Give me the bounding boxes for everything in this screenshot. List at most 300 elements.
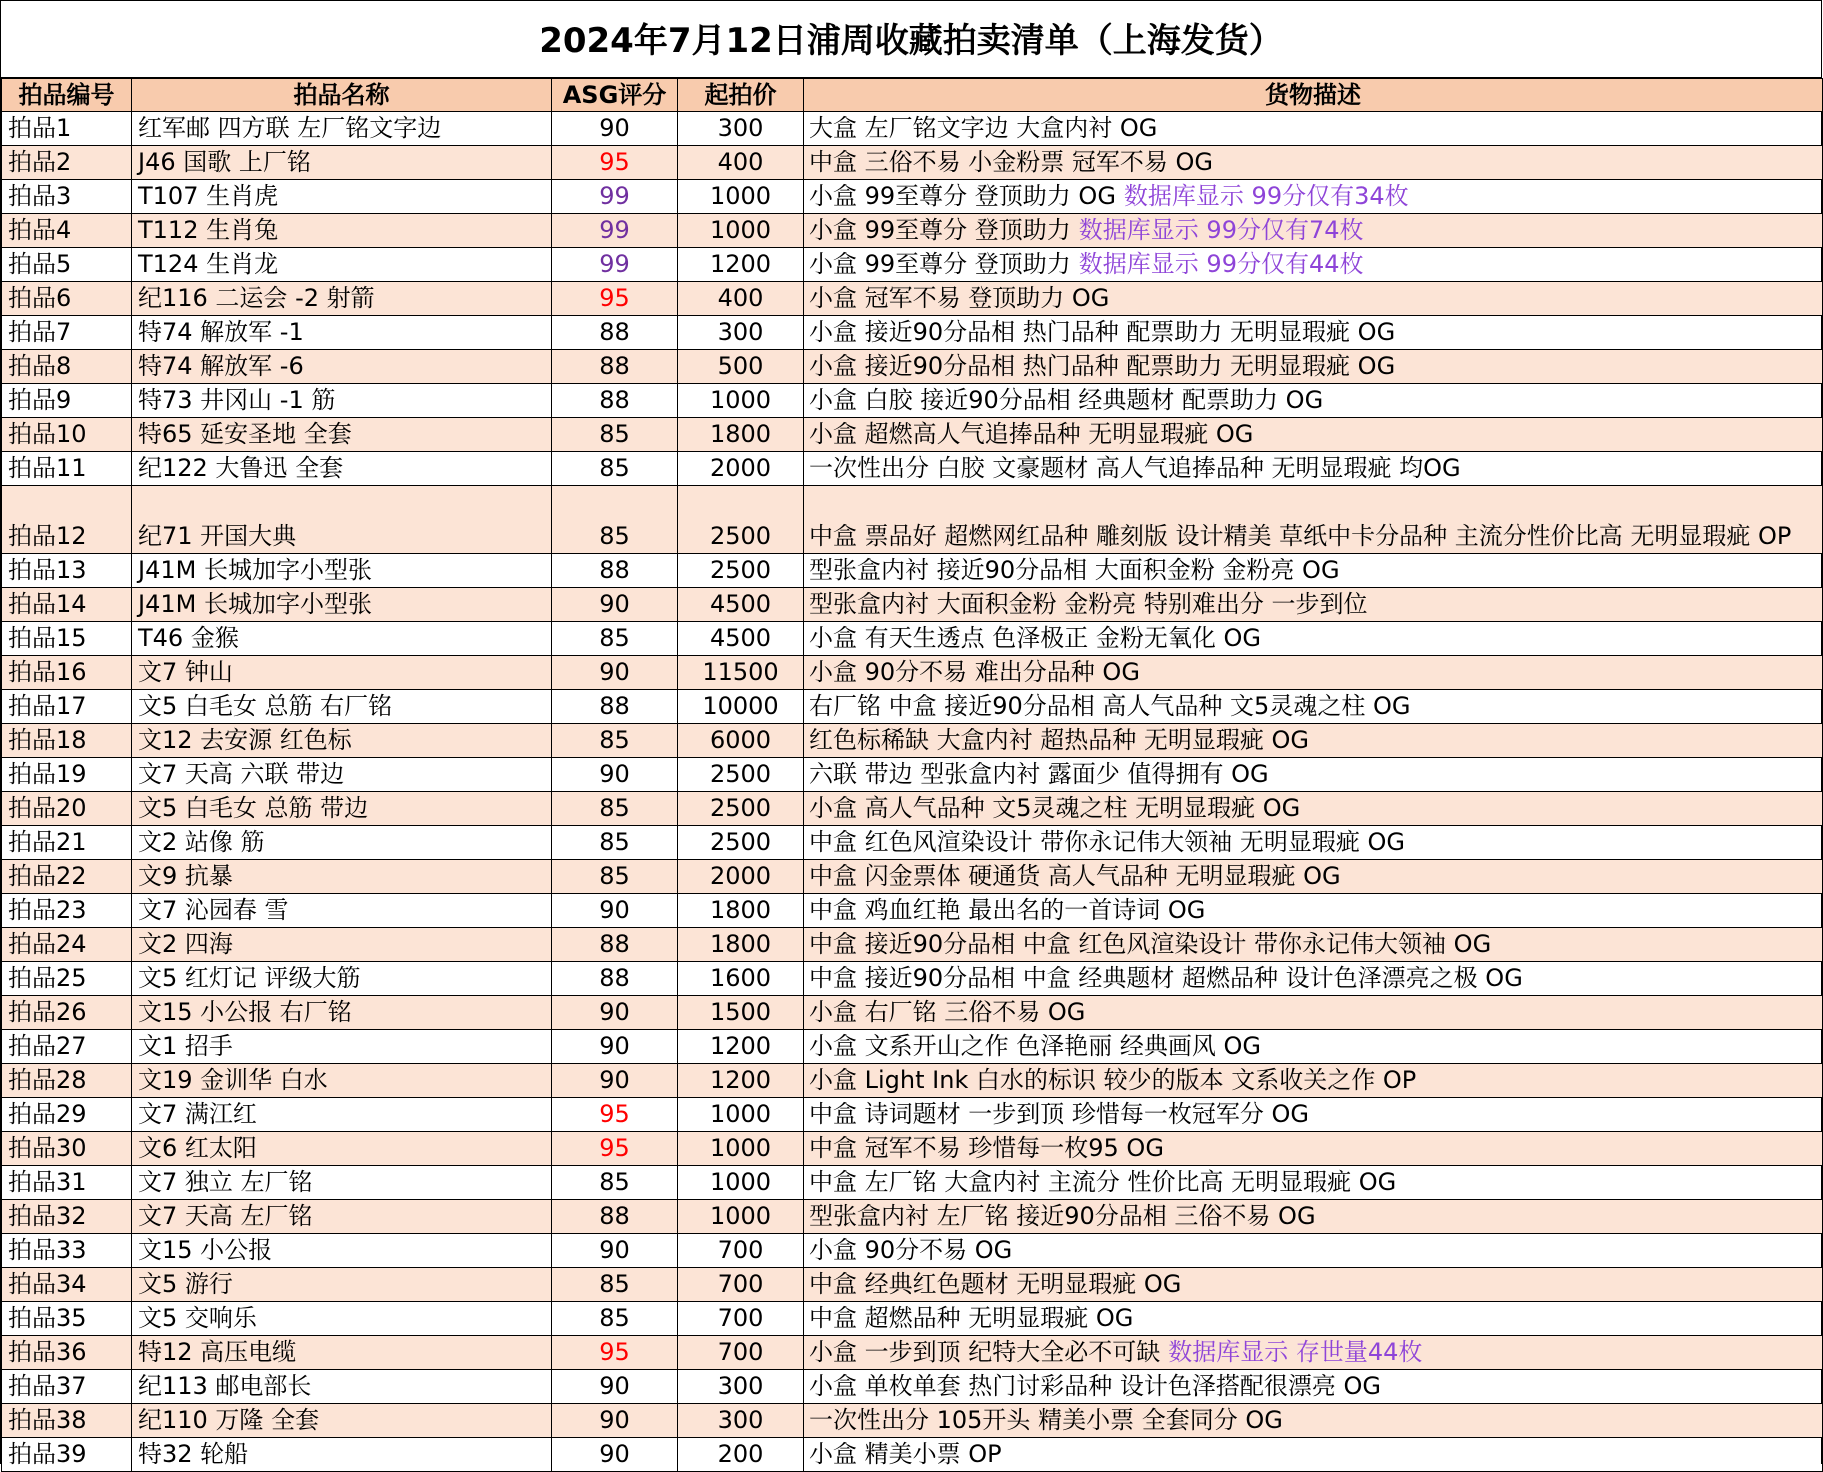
description-cell [804, 1098, 1823, 1132]
start-price-text: 700 [717, 1236, 764, 1264]
lot-number-cell [2, 792, 132, 826]
start-price-cell [678, 962, 804, 996]
lot-number-text: 拍品9 [8, 386, 72, 414]
description-text: 小盒 99至尊分 登顶助力 OG [809, 182, 1116, 210]
lot-name-text: 文19 金训华 白水 [138, 1066, 328, 1094]
lot-number-cell [2, 860, 132, 894]
lot-number-text: 拍品27 [8, 1032, 87, 1060]
start-price-cell [678, 418, 804, 452]
start-price-text: 300 [717, 1406, 764, 1434]
start-price-cell [678, 758, 804, 792]
lot-name-text: J41M 长城加字小型张 [138, 556, 372, 584]
table-row [2, 1302, 1823, 1336]
start-price-cell [678, 146, 804, 180]
lot-name-text: 特74 解放军 -6 [138, 352, 304, 380]
lot-name-cell [132, 1200, 552, 1234]
description-text: 小盒 90分不易 难出分品种 OG [809, 658, 1140, 686]
asg-score-text: 99 [599, 182, 630, 210]
start-price-text: 700 [717, 1338, 764, 1366]
lot-number-cell [2, 418, 132, 452]
lot-name-text: 纪113 邮电部长 [138, 1372, 312, 1400]
lot-number-cell [2, 146, 132, 180]
asg-score-cell [552, 724, 678, 758]
asg-score-text: 90 [599, 1406, 630, 1434]
lot-name-text: J41M 长城加字小型张 [138, 590, 372, 618]
lot-name-text: T46 金猴 [138, 624, 239, 652]
lot-number-cell [2, 622, 132, 656]
asg-score-cell [552, 1132, 678, 1166]
start-price-cell [678, 1438, 804, 1472]
description-text: 小盒 右厂铭 三俗不易 OG [809, 998, 1086, 1026]
description-cell [804, 1336, 1823, 1370]
lot-name-text: 文6 红太阳 [138, 1134, 257, 1162]
lot-name-text: 文7 满江红 [138, 1100, 257, 1128]
description-cell [804, 452, 1823, 486]
lot-name-text: 特65 延安圣地 全套 [138, 420, 352, 448]
lot-number-text: 拍品29 [8, 1100, 87, 1128]
start-price-cell [678, 588, 804, 622]
start-price-text: 200 [717, 1440, 764, 1468]
lot-number-cell [2, 690, 132, 724]
lot-number-cell [2, 588, 132, 622]
table-row [2, 146, 1823, 180]
asg-score-cell [552, 1098, 678, 1132]
description-cell [804, 758, 1823, 792]
lot-number-text: 拍品34 [8, 1270, 87, 1298]
start-price-text: 4500 [709, 624, 772, 652]
lot-number-text: 拍品1 [8, 114, 72, 142]
database-note: 数据库显示 99分仅有74枚 [1078, 216, 1364, 244]
description-text: 小盒 单枚单套 热门讨彩品种 设计色泽搭配很漂亮 OG [809, 1372, 1382, 1400]
lot-name-cell [132, 996, 552, 1030]
lot-number-cell [2, 1200, 132, 1234]
description-text: 小盒 精美小票 OP [809, 1440, 1002, 1468]
table-row [2, 214, 1823, 248]
start-price-text: 300 [717, 114, 764, 142]
asg-score-cell [552, 1404, 678, 1438]
lot-name-cell [132, 316, 552, 350]
lot-number-cell [2, 350, 132, 384]
description-text: 小盒 冠军不易 登顶助力 OG [809, 284, 1110, 312]
description-cell [804, 1268, 1823, 1302]
table-row [2, 486, 1823, 554]
lot-name-cell [132, 1404, 552, 1438]
start-price-cell [678, 1302, 804, 1336]
description-text: 小盒 超燃高人气追捧品种 无明显瑕疵 OG [809, 420, 1254, 448]
table-row [2, 1370, 1823, 1404]
table-row [2, 1234, 1823, 1268]
table-row [2, 1200, 1823, 1234]
lot-name-cell [132, 928, 552, 962]
description-cell [804, 1166, 1823, 1200]
asg-score-text: 90 [599, 1440, 630, 1468]
lot-name-cell [132, 826, 552, 860]
start-price-cell [678, 724, 804, 758]
asg-score-text: 85 [599, 726, 630, 754]
table-row [2, 1064, 1823, 1098]
asg-score-text: 90 [599, 1032, 630, 1060]
description-cell [804, 1200, 1823, 1234]
description-cell [804, 282, 1823, 316]
start-price-text: 1200 [709, 250, 772, 278]
lot-name-cell [132, 1132, 552, 1166]
asg-score-text: 85 [599, 1304, 630, 1332]
lot-number-text: 拍品39 [8, 1440, 87, 1468]
description-text: 大盒 左厂铭文字边 大盒内衬 OG [809, 114, 1158, 142]
start-price-text: 700 [717, 1304, 764, 1332]
lot-name-cell [132, 1166, 552, 1200]
description-text: 小盒 接近90分品相 热门品种 配票助力 无明显瑕疵 OG [809, 352, 1396, 380]
lot-number-text: 拍品2 [8, 148, 72, 176]
description-text: 中盒 闪金票体 硬通货 高人气品种 无明显瑕疵 OG [809, 862, 1341, 890]
lot-name-text: 文2 站像 筋 [138, 828, 265, 856]
start-price-cell [678, 1370, 804, 1404]
lot-number-cell [2, 1234, 132, 1268]
asg-score-cell [552, 826, 678, 860]
asg-score-cell [552, 384, 678, 418]
lot-name-text: 文9 抗暴 [138, 862, 233, 890]
table-row [2, 282, 1823, 316]
start-price-cell [678, 248, 804, 282]
asg-score-cell [552, 1302, 678, 1336]
description-text: 型张盒内衬 接近90分品相 大面积金粉 金粉亮 OG [809, 556, 1340, 584]
table-row [2, 894, 1823, 928]
asg-score-cell [552, 1234, 678, 1268]
table-row [2, 554, 1823, 588]
start-price-text: 2500 [709, 828, 772, 856]
table-row [2, 180, 1823, 214]
lot-name-cell [132, 146, 552, 180]
lot-number-cell [2, 928, 132, 962]
start-price-cell [678, 384, 804, 418]
description-cell [804, 1404, 1823, 1438]
start-price-cell [678, 996, 804, 1030]
description-text: 小盒 白胶 接近90分品相 经典题材 配票助力 OG [809, 386, 1324, 414]
description-text: 小盒 99至尊分 登顶助力 [809, 216, 1071, 244]
table-row [2, 1336, 1823, 1370]
lot-number-text: 拍品19 [8, 760, 87, 788]
start-price-text: 1800 [709, 930, 772, 958]
description-text: 红色标稀缺 大盒内衬 超热品种 无明显瑕疵 OG [809, 726, 1310, 754]
lot-number-text: 拍品11 [8, 454, 87, 482]
lot-number-text: 拍品7 [8, 318, 72, 346]
description-text: 中盒 诗词题材 一步到顶 珍惜每一枚冠军分 OG [809, 1100, 1310, 1128]
description-cell [804, 860, 1823, 894]
lot-number-cell [2, 656, 132, 690]
lot-name-cell [132, 214, 552, 248]
start-price-text: 2000 [709, 862, 772, 890]
header-row [2, 79, 1823, 112]
start-price-text: 4500 [709, 590, 772, 618]
lot-number-cell [2, 1166, 132, 1200]
lot-number-cell [2, 486, 132, 554]
lot-number-cell [2, 384, 132, 418]
lot-number-text: 拍品36 [8, 1338, 87, 1366]
table-row [2, 588, 1823, 622]
lot-number-text: 拍品26 [8, 998, 87, 1026]
lot-name-text: 文5 白毛女 总筋 右厂铭 [138, 692, 393, 720]
lot-number-cell [2, 452, 132, 486]
start-price-cell [678, 486, 804, 554]
description-cell [804, 112, 1823, 146]
lot-name-cell [132, 792, 552, 826]
lot-number-cell [2, 316, 132, 350]
asg-score-cell [552, 1166, 678, 1200]
start-price-cell [678, 214, 804, 248]
start-price-text: 700 [717, 1270, 764, 1298]
start-price-text: 300 [717, 318, 764, 346]
description-cell [804, 724, 1823, 758]
start-price-cell [678, 180, 804, 214]
description-cell [804, 690, 1823, 724]
lot-number-cell [2, 1404, 132, 1438]
start-price-cell [678, 1234, 804, 1268]
table-row [2, 1030, 1823, 1064]
lot-name-cell [132, 248, 552, 282]
lot-name-cell [132, 282, 552, 316]
asg-score-cell [552, 452, 678, 486]
start-price-cell [678, 350, 804, 384]
asg-score-text: 88 [599, 386, 630, 414]
asg-score-text: 85 [599, 624, 630, 652]
description-cell [804, 384, 1823, 418]
lot-name-text: T124 生肖龙 [138, 250, 279, 278]
lot-name-text: 文12 去安源 红色标 [138, 726, 352, 754]
lot-number-cell [2, 1132, 132, 1166]
lot-number-text: 拍品32 [8, 1202, 87, 1230]
table-row [2, 316, 1823, 350]
asg-score-text: 85 [599, 862, 630, 890]
start-price-cell [678, 792, 804, 826]
description-cell [804, 316, 1823, 350]
description-cell [804, 1234, 1823, 1268]
lot-name-text: 文7 钟山 [138, 658, 233, 686]
lot-name-text: T107 生肖虎 [138, 182, 279, 210]
lot-number-text: 拍品6 [8, 284, 72, 312]
table-row [2, 758, 1823, 792]
asg-score-cell [552, 894, 678, 928]
lot-name-text: 文7 独立 左厂铭 [138, 1168, 313, 1196]
description-cell [804, 928, 1823, 962]
asg-score-cell [552, 962, 678, 996]
asg-score-text: 95 [599, 284, 630, 312]
description-cell [804, 214, 1823, 248]
lot-number-cell [2, 214, 132, 248]
lot-name-text: 特74 解放军 -1 [138, 318, 304, 346]
asg-score-text: 85 [599, 420, 630, 448]
description-cell [804, 1064, 1823, 1098]
lot-name-text: 文5 交响乐 [138, 1304, 257, 1332]
lot-number-text: 拍品31 [8, 1168, 87, 1196]
table-row [2, 724, 1823, 758]
lot-number-text: 拍品33 [8, 1236, 87, 1264]
lot-name-text: 纪71 开国大典 [138, 522, 297, 550]
lot-number-text: 拍品13 [8, 556, 87, 584]
description-text: 小盒 文系开山之作 色泽艳丽 经典画风 OG [809, 1032, 1262, 1060]
description-text: 中盒 接近90分品相 中盒 经典题材 超燃品种 设计色泽漂亮之极 OG [809, 964, 1523, 992]
description-text: 型张盒内衬 大面积金粉 金粉亮 特别难出分 一步到位 [809, 590, 1368, 618]
lot-name-cell [132, 1234, 552, 1268]
lot-number-cell [2, 758, 132, 792]
asg-score-text: 95 [599, 1134, 630, 1162]
sheet-title: 2024年7月12日浦周收藏拍卖清单（上海发货） [1, 0, 1821, 78]
description-cell [804, 588, 1823, 622]
description-text: 中盒 票品好 超燃网红品种 雕刻版 设计精美 草纸中卡分品种 主流分性价比高 无明显瑕疵 OP [809, 522, 1792, 550]
lot-number-text: 拍品23 [8, 896, 87, 924]
description-cell [804, 622, 1823, 656]
description-cell [804, 1438, 1823, 1472]
asg-score-cell [552, 1268, 678, 1302]
table-row [2, 996, 1823, 1030]
start-price-text: 1000 [709, 216, 772, 244]
lot-number-cell [2, 962, 132, 996]
description-text: 小盒 高人气品种 文5灵魂之柱 无明显瑕疵 OG [809, 794, 1301, 822]
header-start-price: 起拍价 [678, 79, 804, 112]
description-cell [804, 486, 1823, 554]
asg-score-cell [552, 1438, 678, 1472]
lot-number-text: 拍品28 [8, 1066, 87, 1094]
lot-name-cell [132, 452, 552, 486]
lot-number-cell [2, 282, 132, 316]
lot-number-text: 拍品4 [8, 216, 72, 244]
description-text: 型张盒内衬 左厂铭 接近90分品相 三俗不易 OG [809, 1202, 1316, 1230]
asg-score-cell [552, 996, 678, 1030]
header-description: 货物描述 [804, 79, 1823, 112]
start-price-text: 1000 [709, 1202, 772, 1230]
description-text: 一次性出分 105开头 精美小票 全套同分 OG [809, 1406, 1283, 1434]
lot-number-cell [2, 826, 132, 860]
start-price-cell [678, 1132, 804, 1166]
description-cell [804, 792, 1823, 826]
description-cell [804, 894, 1823, 928]
lot-number-text: 拍品8 [8, 352, 72, 380]
lot-name-text: 特12 高压电缆 [138, 1338, 297, 1366]
description-text: 小盒 99至尊分 登顶助力 [809, 250, 1071, 278]
start-price-text: 2500 [709, 760, 772, 788]
start-price-text: 1600 [709, 964, 772, 992]
description-cell [804, 1370, 1823, 1404]
asg-score-text: 90 [599, 1066, 630, 1094]
description-text: 六联 带边 型张盒内衬 露面少 值得拥有 OG [809, 760, 1269, 788]
start-price-cell [678, 1030, 804, 1064]
table-row [2, 1166, 1823, 1200]
asg-score-cell [552, 486, 678, 554]
lot-number-cell [2, 894, 132, 928]
asg-score-text: 88 [599, 318, 630, 346]
description-text: 中盒 冠军不易 珍惜每一枚95 OG [809, 1134, 1164, 1162]
description-text: 中盒 三俗不易 小金粉票 冠军不易 OG [809, 148, 1214, 176]
asg-score-cell [552, 1336, 678, 1370]
lot-number-text: 拍品5 [8, 250, 72, 278]
asg-score-text: 88 [599, 930, 630, 958]
start-price-cell [678, 928, 804, 962]
header-lot-number: 拍品编号 [2, 79, 132, 112]
description-text: 一次性出分 白胶 文豪题材 高人气追捧品种 无明显瑕疵 均OG [809, 454, 1461, 482]
lot-name-text: 红军邮 四方联 左厂铭文字边 [138, 114, 442, 142]
asg-score-text: 88 [599, 964, 630, 992]
start-price-text: 400 [717, 284, 764, 312]
table-row [2, 418, 1823, 452]
start-price-text: 400 [717, 148, 764, 176]
lot-number-text: 拍品10 [8, 420, 87, 448]
lot-number-text: 拍品21 [8, 828, 87, 856]
asg-score-text: 95 [599, 1338, 630, 1366]
lot-number-cell [2, 996, 132, 1030]
header-asg-score: ASG评分 [552, 79, 678, 112]
start-price-cell [678, 1098, 804, 1132]
start-price-text: 300 [717, 1372, 764, 1400]
lot-number-text: 拍品30 [8, 1134, 87, 1162]
asg-score-cell [552, 1030, 678, 1064]
description-text: 小盒 Light Ink 白水的标识 较少的版本 文系收关之作 OP [809, 1066, 1417, 1094]
start-price-cell [678, 112, 804, 146]
asg-score-cell [552, 316, 678, 350]
asg-score-text: 85 [599, 454, 630, 482]
lot-name-text: 文2 四海 [138, 930, 233, 958]
start-price-text: 1800 [709, 420, 772, 448]
lot-name-text: 文5 红灯记 评级大筋 [138, 964, 361, 992]
start-price-text: 1000 [709, 1100, 772, 1128]
start-price-text: 1000 [709, 182, 772, 210]
description-cell [804, 1132, 1823, 1166]
description-cell [804, 962, 1823, 996]
start-price-text: 10000 [702, 692, 779, 720]
lot-number-text: 拍品25 [8, 964, 87, 992]
lot-number-text: 拍品38 [8, 1406, 87, 1434]
asg-score-text: 85 [599, 522, 630, 550]
table-row [2, 622, 1823, 656]
asg-score-cell [552, 112, 678, 146]
asg-score-cell [552, 860, 678, 894]
lot-name-text: 纪116 二运会 -2 射箭 [138, 284, 375, 312]
lot-name-cell [132, 180, 552, 214]
asg-score-text: 90 [599, 998, 630, 1026]
asg-score-cell [552, 588, 678, 622]
start-price-text: 1500 [709, 998, 772, 1026]
asg-score-cell [552, 792, 678, 826]
lot-number-cell [2, 1336, 132, 1370]
asg-score-text: 88 [599, 556, 630, 584]
lot-name-text: 特32 轮船 [138, 1440, 249, 1468]
lot-name-text: 文7 天高 左厂铭 [138, 1202, 313, 1230]
asg-score-text: 90 [599, 658, 630, 686]
asg-score-cell [552, 656, 678, 690]
description-cell [804, 180, 1823, 214]
lot-name-text: T112 生肖兔 [138, 216, 279, 244]
start-price-text: 1000 [709, 386, 772, 414]
lot-number-text: 拍品3 [8, 182, 72, 210]
description-cell [804, 656, 1823, 690]
start-price-text: 1200 [709, 1066, 772, 1094]
asg-score-cell [552, 214, 678, 248]
lot-name-cell [132, 1064, 552, 1098]
asg-score-cell [552, 180, 678, 214]
asg-score-text: 85 [599, 1168, 630, 1196]
start-price-cell [678, 1268, 804, 1302]
lot-name-cell [132, 1370, 552, 1404]
description-cell [804, 1302, 1823, 1336]
asg-score-text: 95 [599, 1100, 630, 1128]
description-text: 中盒 左厂铭 大盒内衬 主流分 性价比高 无明显瑕疵 OG [809, 1168, 1397, 1196]
asg-score-text: 90 [599, 896, 630, 924]
asg-score-cell [552, 350, 678, 384]
asg-score-cell [552, 146, 678, 180]
lot-number-cell [2, 724, 132, 758]
asg-score-text: 95 [599, 148, 630, 176]
asg-score-text: 90 [599, 760, 630, 788]
asg-score-cell [552, 282, 678, 316]
description-text: 中盒 超燃品种 无明显瑕疵 OG [809, 1304, 1134, 1332]
